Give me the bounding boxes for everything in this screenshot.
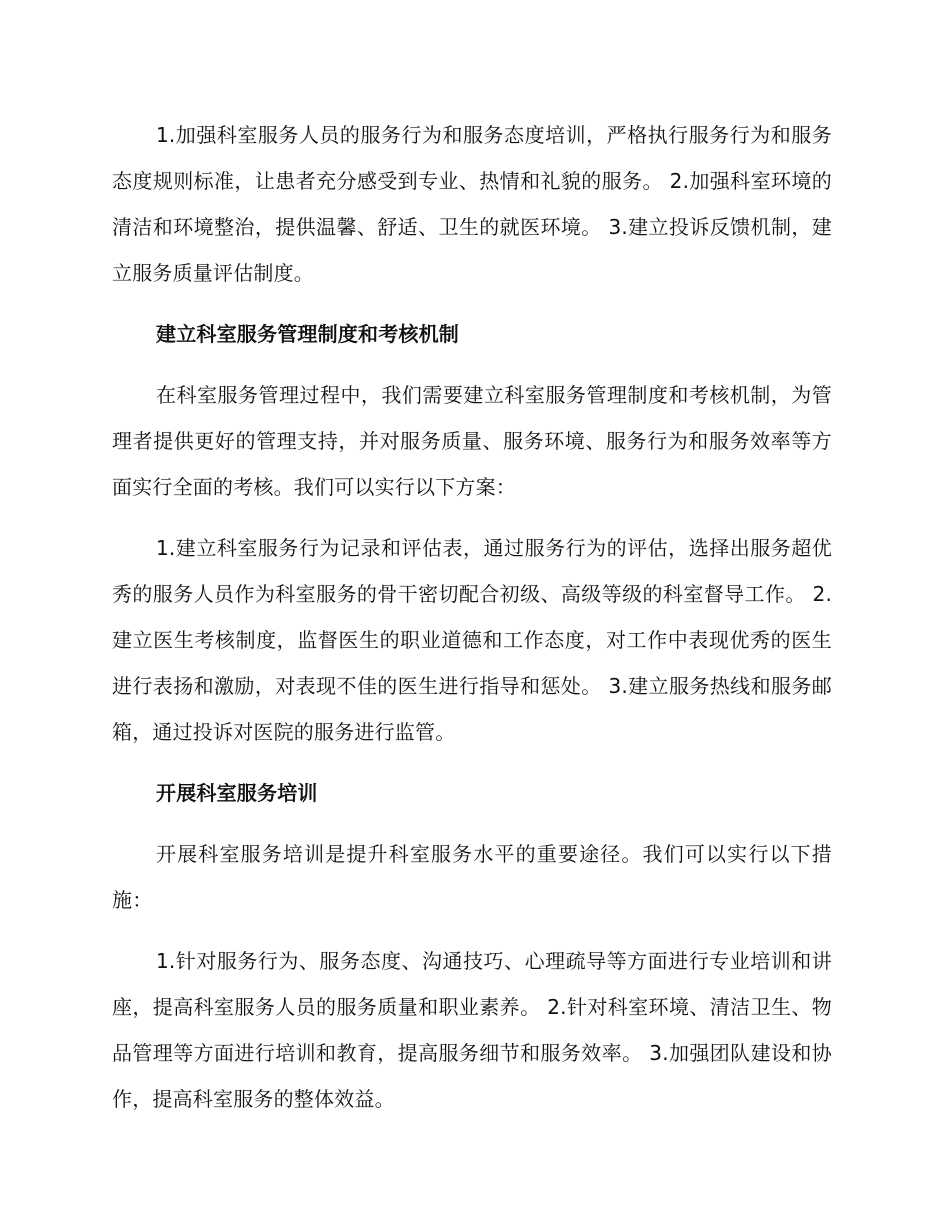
section-heading-management-system: 建立科室服务管理制度和考核机制 <box>156 322 459 346</box>
paragraph-management-measures: 1.建立科室服务行为记录和评估表，通过服务行为的评估，选择出服务超优秀的服务人员作为科室服务的骨干密切配合初级、高级等级的科室督导工作。 2.建立医生考核制度，监督医生的职业道德和工作态度，对工作中表现优秀的医生进行表扬和激励，对表现不佳的医生进行指导和惩处。 3.建立服务热线和服务邮箱，通过投诉对医院的服务进行监管。 <box>112 536 832 744</box>
document-page <box>112 112 832 1122</box>
paragraph-gap <box>112 296 832 311</box>
paragraph-gap <box>112 755 832 770</box>
section-heading-service-training: 开展科室服务培训 <box>156 781 318 805</box>
paragraph-gap <box>112 923 832 938</box>
paragraph-training-measures: 1.针对服务行为、服务态度、沟通技巧、心理疏导等方面进行专业培训和讲座，提高科室服务人员的服务质量和职业素养。 2.针对科室环境、清洁卫生、物品管理等方面进行培训和教育，提高服务细节和服务效率。 3.加强团队建设和协作，提高科室服务的整体效益。 <box>112 949 832 1111</box>
paragraph-training-intro: 开展科室服务培训是提升科室服务水平的重要途径。我们可以实行以下措施： <box>112 842 832 912</box>
paragraph-gap <box>112 510 832 525</box>
paragraph-management-intro: 在科室服务管理过程中，我们需要建立科室服务管理制度和考核机制，为管理者提供更好的管理支持，并对服务质量、服务环境、服务行为和服务效率等方面实行全面的考核。我们可以实行以下方案： <box>112 383 832 499</box>
paragraph-gap <box>112 357 832 372</box>
paragraph-gap <box>112 816 832 831</box>
paragraph-service-training-measures: 1.加强科室服务人员的服务行为和服务态度培训，严格执行服务行为和服务态度规则标准，让患者充分感受到专业、热情和礼貌的服务。 2.加强科室环境的清洁和环境整治，提供温馨、舒适、卫生的就医环境。 3.建立投诉反馈机制，建立服务质量评估制度。 <box>112 123 832 285</box>
